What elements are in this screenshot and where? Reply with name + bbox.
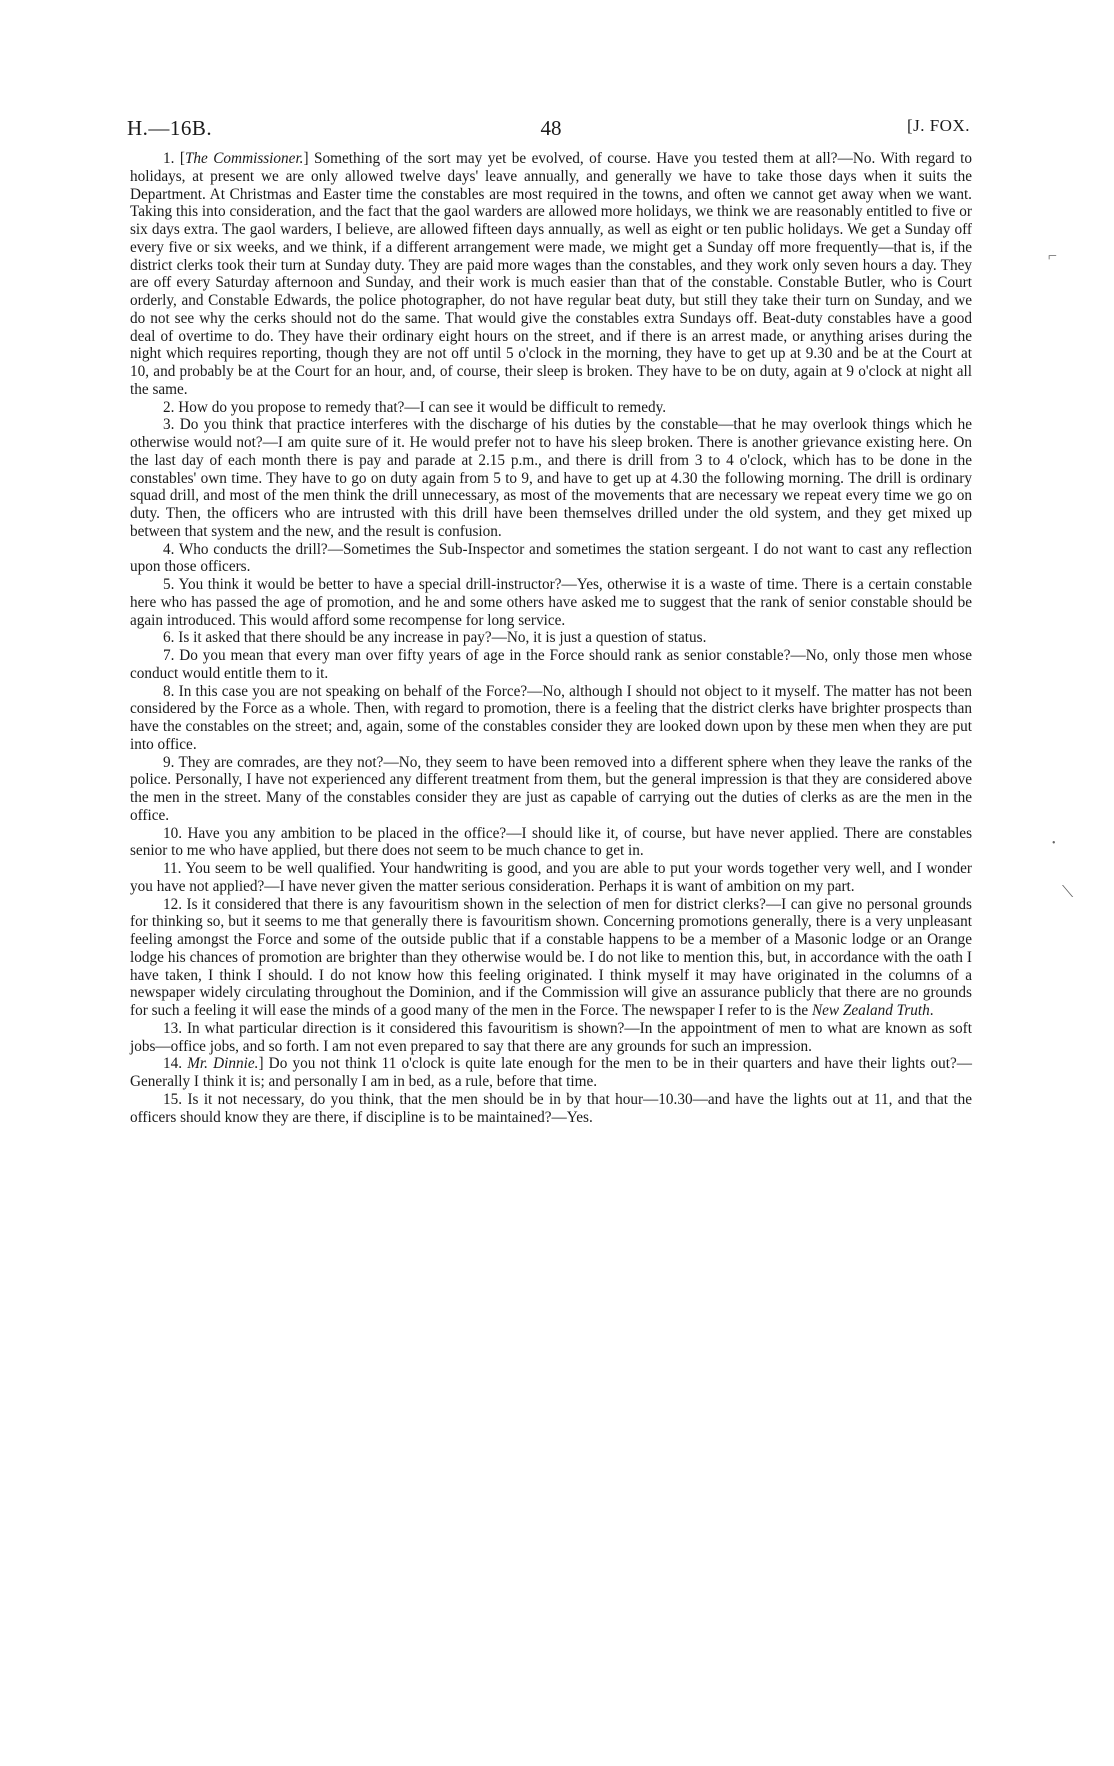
margin-scan-tick: ⟍ — [1062, 884, 1074, 901]
paragraph-14 — [130, 1055, 972, 1091]
paragraph-text: Is it asked that there should be any increase in pay?—No, it is just a question of status. — [178, 629, 707, 647]
paragraph-11 — [130, 860, 972, 896]
paragraph-number: 12. — [163, 895, 183, 913]
paragraph-text: They are comrades, are they not?—No, they seem to have been removed into a different sphere when they leave the ranks of the police. Personally, I have not experienced any different treatment from them, but the general impression is that they are considered above the men in the street. Many of the constables consider they are just as capable of carrying out the duties of clerks as are the men in the office. — [130, 753, 972, 824]
speaker: The Commissioner. — [184, 150, 304, 167]
paragraph-number: 13. — [163, 1019, 183, 1037]
paragraph-15 — [130, 1091, 972, 1127]
paragraph-number: 9. — [163, 753, 175, 771]
paragraph-7 — [130, 647, 972, 683]
testimony-body — [130, 150, 972, 1126]
paragraph-1: 1. [The Commissioner.] Something of the sort may yet be evolved, of course. Have you tested them at all?—No. With regard to holidays, at present we are only allowed twelve days' leave annually, and generally we have to take those days when it suits the Department. At Christmas and Easter time the constables are most required in the towns, and often we cannot get away when we want. Taking this into consideration, and the fact that the gaol warders are allowed more holidays, we think we are reasonably entitled to five or six days extra. The gaol warders, I believe, are allowed fifteen days annually, as well as eight or ten public holidays. We get a Sunday off every five or six weeks, and we think, if a different arrangement were made, we might get a Sunday off more frequently—that is, if the district clerks took their turn at Sunday duty. They are paid more wages than the constables, and they work only seven hours a day. They are off every Saturday afternoon and Sunday, and their work is much easier than that of the constable. Constable Butler, who is Court orderly, and Constable Edwards, the police photographer, do not have regular beat duty, but still they take their turn on Sunday, and we do not see why the cerks should not do the same. That would give the constables extra Sundays off. Beat-duty constables have a good deal of overtime to do. They have their ordinary eight hours on the street, and if there is an arrest made, or anything arises during the night which requires reporting, though they are not off until 5 o'clock in the morning, they have to get up at 9.30 and be at the Court at 10, and probably be at the Court for an hour, and, of course, their sleep is broken. They have to be on duty, again at 9 o'clock at night all the same. — [130, 150, 972, 398]
margin-scan-dot: • — [1052, 838, 1056, 849]
paragraph-2 — [130, 399, 972, 417]
margin-scan-mark: ⌐ — [1048, 248, 1058, 265]
paragraph-text: In this case you are not speaking on behalf of the Force?—No, although I should not object to it myself. The matter has not been considered by the Force as a whole. Then, with regard to promotion, there is a feeling that the district clerks have brighter prospects than have the constables on the street; and, again, some of the constables consider they are looked down upon by these men when they are put into office. — [130, 682, 972, 753]
paragraph-text: Is it considered that there is any favouritism shown in the selection of men for district clerks?—I can give no personal grounds for thinking so, but it seems to me that generally there is favouritism shown. Concerning promotions generally, there is a very unpleasant feeling amongst the Force and some of the outside public that if a constable happens to be a member of a Masonic lodge or an Orange lodge his chances of promotion are brighter than they otherwise would be. I do not like to mention this, but, in accordance with the oath I have taken, I think I should. I do not know how this feeling originated. I think myself it may have originated in the columns of a newspaper widely circulating throughout the Dominion, and if the Commission will give an assurance publicly that there are no grounds for such a feeling it will ease the minds of a good many of the men in the Force. The newspaper I refer to is the — [130, 895, 972, 1019]
paragraph-number: 2. — [163, 398, 175, 416]
paragraph-12 — [130, 896, 972, 1020]
paragraph-text: ] Do you not think 11 o'clock is quite late enough for the men to be in their quarters and have their lights out?—Generally I think it is; and personally I am in bed, as a rule, before that time. — [130, 1055, 972, 1090]
paragraph-text: You seem to be well qualified. Your handwriting is good, and you are able to put your words together very well, and I wonder you have not applied?—I have never given the matter serious consideration. Perhaps it is want of ambition on my part. — [130, 860, 972, 895]
paragraph-text: In what particular direction is it considered this favouritism is shown?—In the appointment of men to what are known as soft jobs—office jobs, and so forth. I am not even prepared to say that there are any grounds for such an impression. — [130, 1019, 972, 1055]
paragraph-text: Is it not necessary, do you think, that the men should be in by that hour—10.30—and have the lights out at 11, and that the officers should know they are there, if discipline is to be maintained?—Yes. — [130, 1090, 972, 1126]
header-reference: H.—16B. — [127, 116, 213, 140]
paragraph-13 — [130, 1020, 972, 1056]
paragraph-number: 4. — [163, 540, 175, 558]
paragraph-number: 1. — [163, 150, 175, 167]
document-page — [127, 110, 973, 1126]
paragraph-8 — [130, 683, 972, 754]
paragraph-10 — [130, 825, 972, 861]
paragraph-number: 3. — [163, 416, 175, 434]
paragraph-5 — [130, 576, 972, 629]
paragraph-text: You think it would be better to have a special drill-instructor?—Yes, otherwise it is a waste of time. There is a certain constable here who has passed the age of promotion, and he and some others have asked me to suggest that the rank of senior constable should be again introduced. This would afford some recompense for long service. — [130, 576, 972, 629]
paragraph-3 — [130, 416, 972, 540]
paragraph-number: 5. — [163, 576, 175, 593]
paragraph-number: 14. — [163, 1055, 183, 1073]
paragraph-text: Who conducts the drill?—Sometimes the Sub-Inspector and sometimes the station sergeant. I do not want to cast any reflection upon those officers. — [130, 540, 973, 576]
paragraph-9 — [130, 754, 972, 825]
page-number: 48 — [540, 116, 562, 140]
paragraph-number: 8. — [163, 682, 175, 700]
paragraph-tail: . — [929, 1002, 934, 1019]
paragraph-4 — [130, 541, 972, 577]
paragraph-number: 7. — [163, 647, 175, 664]
paragraph-number: 11. — [163, 860, 182, 877]
paragraph-text: How do you propose to remedy that?—I can see it would be difficult to remedy. — [178, 398, 667, 416]
paragraph-text: Have you any ambition to be placed in the office?—I should like it, of course, but have never applied. There are constables senior to me who have applied, but there does not seem to be much chance to get in. — [130, 824, 973, 860]
paragraph-number: 15. — [163, 1090, 183, 1108]
page-header — [127, 110, 972, 150]
newspaper-title: New Zealand Truth — [811, 1002, 930, 1019]
speaker: Mr. Dinnie. — [187, 1055, 259, 1073]
paragraph-text: Do you mean that every man over fifty years of age in the Force should rank as senior constable?—No, only those men whose conduct would entitle them to it. — [130, 647, 973, 682]
header-witness: [J. FOX. — [906, 116, 970, 135]
paragraph-number: 6. — [163, 629, 175, 647]
paragraph-text: ] Something of the sort may yet be evolved, of course. Have you tested them at all?—No. With regard to holidays, at present we are only allowed twelve days' leave annually, and generally we have to take those days when it suits the Department. At Christmas and Easter time the constables are most required in the towns, and often we cannot get away when we want. Taking this into consideration, and the fact that the gaol warders are allowed more holidays, we think we are reasonably entitled to five or six days extra. The gaol warders, I believe, are allowed fifteen days annually, as well as eight or ten public holidays. We get a Sunday off every five or six weeks, and we think, if a different arrangement were made, we might get a Sunday off more frequently—that is, if the district clerks took their turn at Sunday duty. They are paid more wages than the constables, and they work only seven hours a day. They are off every Saturday afternoon and Sunday, and their work is much easier than that of the constable. Constable Butler, who is Court orderly, and Constable Edwards, the police photographer, do not have regular beat duty, but still they take their turn on Sunday, and we do not see why the cerks should not do the same. That would give the constables extra Sundays off. Beat-duty constables have a good deal of overtime to do. They have their ordinary eight hours on the street, and if there is an arrest made, or anything arises during the night which requires reporting, though they are not off until 5 o'clock in the morning, they have to get up at 9.30 and be at the Court at 10, and probably be at the Court for an hour, and, of course, their sleep is broken. They have to be on duty, again at 9 o'clock at night all the same. — [130, 150, 972, 398]
paragraph-text: Do you think that practice interferes with the discharge of his duties by the constable—that he may overlook things which he otherwise would not?—I am quite sure of it. He would prefer not to have his sleep broken. There is another grievance existing here. On the last day of each month there is pay and parade at 2.15 p.m., and there is drill from 3 to 4 o'clock, which has to be done in the constables' own time. They have to go on duty again from 5 to 9, and have to get up at 4.30 the following morning. The drill is ordinary squad drill, and most of the men think the drill unnecessary, as most of the movements that are necessary we repeat every time we go on duty. Then, the officers who are intrusted with this drill have been themselves drilled under the old system, and they get mixed up between that system and the new, and the result is confusion. — [130, 416, 972, 540]
paragraph-6 — [130, 629, 972, 647]
paragraph-number: 10. — [163, 824, 183, 842]
